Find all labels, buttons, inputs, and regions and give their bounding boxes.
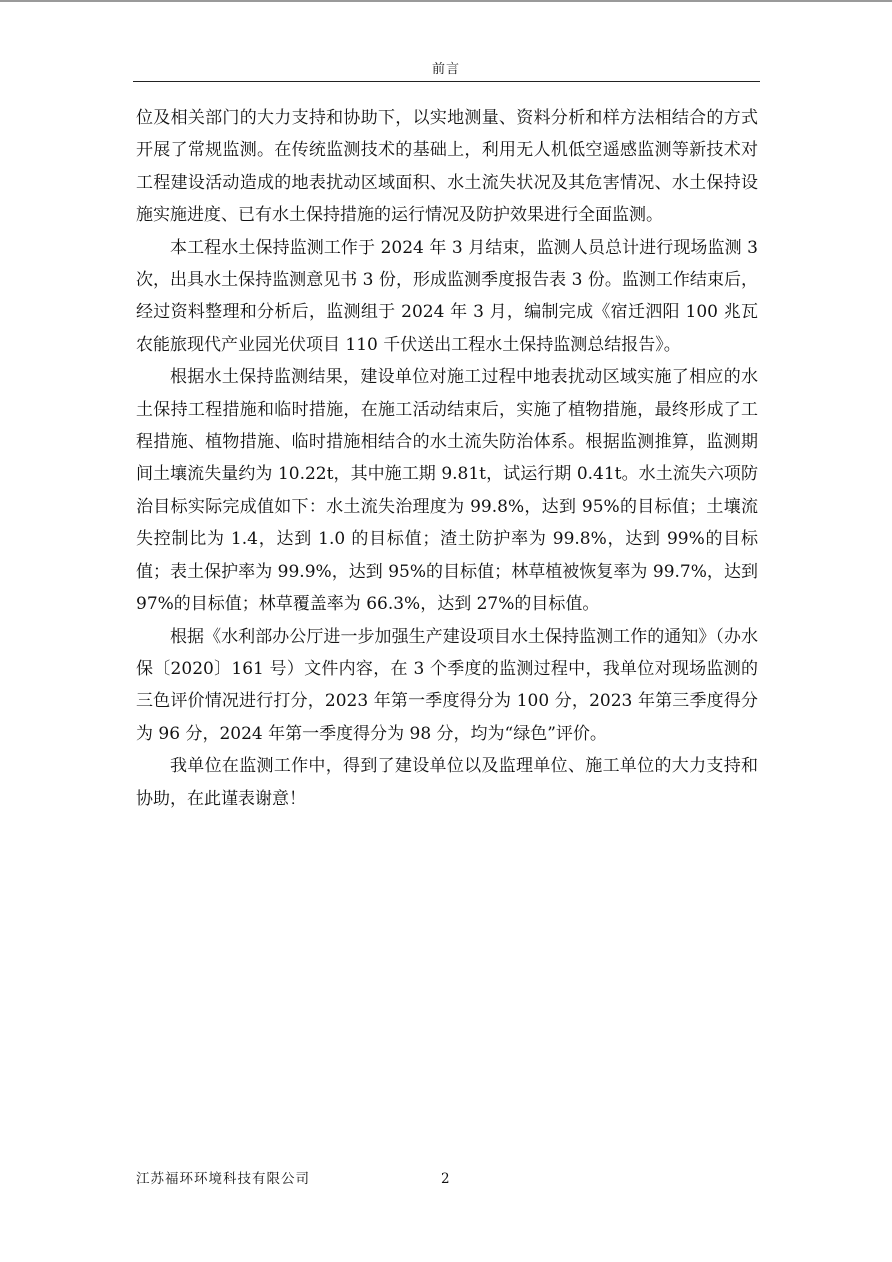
header-rule — [133, 81, 760, 82]
document-body — [136, 102, 758, 815]
page-top-border — [0, 0, 892, 2]
paragraph-monitoring-results: 根据水土保持监测结果，建设单位对施工过程中地表扰动区域实施了相应的水土保持工程措施和临时措施，在施工活动结束后，实施了植物措施，最终形成了工程措施、植物措施、临时措施相结合的水土流失防治体系。根据监测推算，监测期间土壤流失量约为 10.22t，其中施工期 9.81t，试运行期 0.41t。水土流失六项防治目标实际完成值如下：水土流失治理度为 99.8%，达到 95%的目标值；土壤流失控制比为 1.4，达到 1.0 的目标值；渣土防护率为 99.8%，达到 99%的目标值；表土保护率为 99.9%，达到 95%的目标值；林草植被恢复率为 99.7%，达到 97%的目标值；林草覆盖率为 66.3%，达到 27%的目标值。 — [136, 367, 758, 615]
paragraph-monitoring-summary: 本工程水土保持监测工作于 2024 年 3 月结束，监测人员总计进行现场监测 3 次，出具水土保持监测意见书 3 份，形成监测季度报告表 3 份。监测工作结束后，经过资料整理和分析后，监测组于 2024 年 3 月，编制完成《宿迁泗阳 100 兆瓦农能旅现代产业园光伏项目 110 千伏送出工程水土保持监测总结报告》。 — [136, 237, 758, 355]
paragraph-continuation: 位及相关部门的大力支持和协助下，以实地测量、资料分析和样方法相结合的方式开展了常规监测。在传统监测技术的基础上，利用无人机低空遥感监测等新技术对工程建设活动造成的地表扰动区域面积、水土流失状况及其危害情况、水土保持设施实施进度、已有水土保持措施的运行情况及防护效果进行全面监测。 — [136, 108, 758, 226]
running-header-title: 前言 — [431, 62, 460, 77]
paragraph-acknowledgement: 我单位在监测工作中，得到了建设单位以及监理单位、施工单位的大力支持和协助，在此谨表谢意！ — [136, 756, 758, 809]
paragraph-three-color-evaluation: 根据《水利部办公厅进一步加强生产建设项目水土保持监测工作的通知》（办水保〔2020〕161 号）文件内容，在 3 个季度的监测过程中，我单位对现场监测的三色评价情况进行打分，2023 年第一季度得分为 100 分，2023 年第三季度得分为 96 分，2024 年第一季度得分为 98 分，均为“绿色”评价。 — [136, 626, 758, 744]
footer-company-name: 江苏福环环境科技有限公司 — [136, 1171, 310, 1187]
footer-page-number: 2 — [441, 1171, 450, 1187]
